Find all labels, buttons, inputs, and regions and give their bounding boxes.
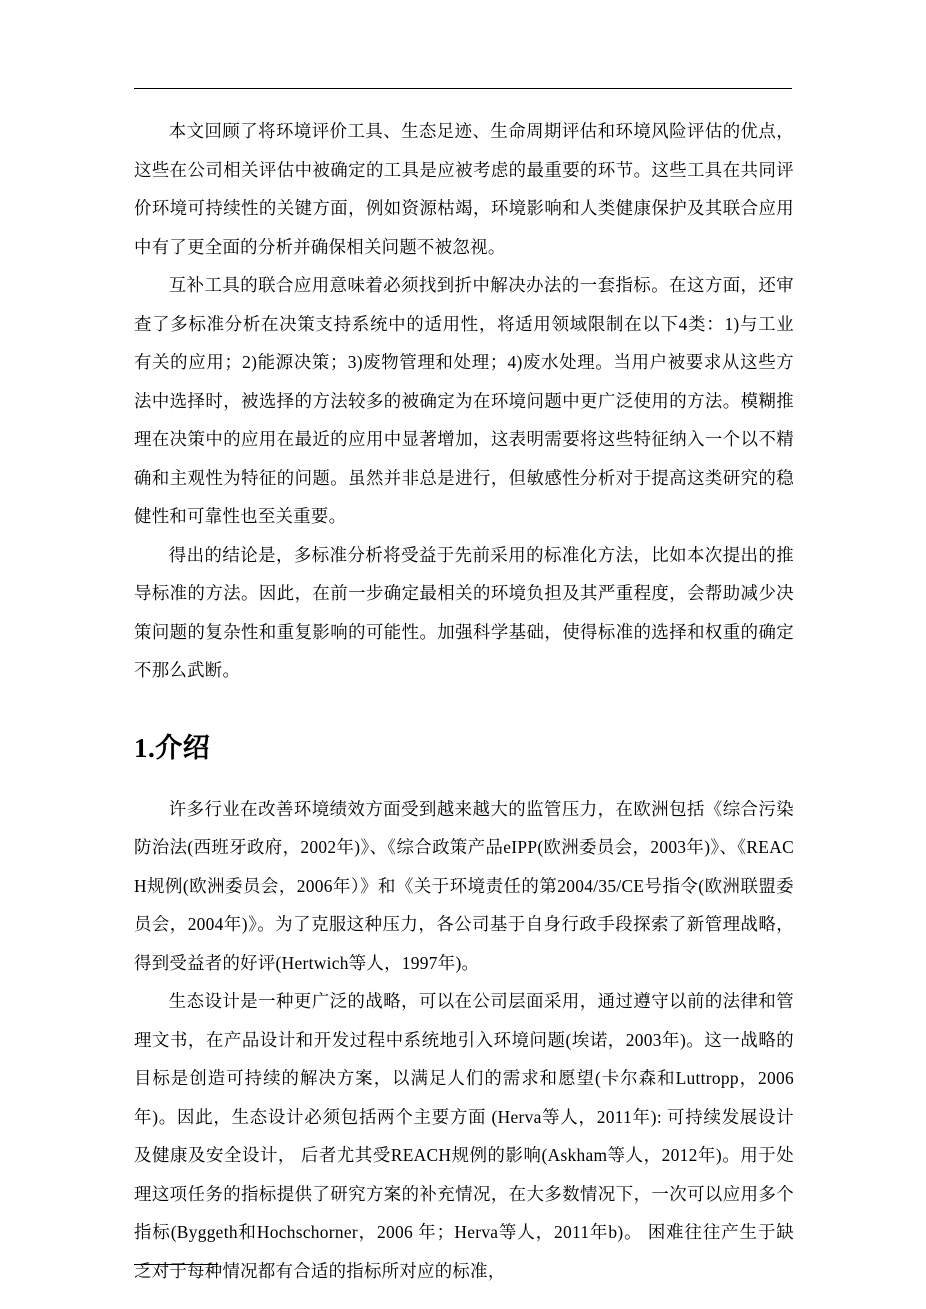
abstract-paragraph-3: 得出的结论是，多标准分析将受益于先前采用的标准化方法，比如本次提出的推导标准的方法。因此，在前一步确定最相关的环境负担及其严重程度，会帮助减少决策问题的复杂性和重复影响的可能性。加强科学基础，使得标准的选择和权重的确定不那么武断。 <box>134 544 794 680</box>
footnote-rule <box>134 1264 218 1265</box>
abstract-paragraph-2: 互补工具的联合应用意味着必须找到折中解决办法的一套指标。在这方面，还审查了多标准分析在决策支持系统中的适用性，将适用领域限制在以下4类：1)与工业有关的应用；2)能源决策；3)废物管理和处理；4)废水处理。当用户被要求从这些方法中选择时，被选择的方法较多的被确定为在环境问题中更广泛使用的方法。模糊推理在决策中的应用在最近的应用中显著增加，这表明需要将这些特征纳入一个以不精确和主观性为特征的问题。虽然并非总是进行，但敏感性分析对于提高这类研究的稳健性和可靠性也至关重要。 <box>134 275 794 526</box>
section-heading-introduction: 1.介绍 <box>134 732 211 763</box>
document-content <box>134 112 794 1290</box>
header-rule <box>134 88 792 89</box>
intro-paragraph-2: 生态设计是一种更广泛的战略，可以在公司层面采用，通过遵守以前的法律和管理文书，在产品设计和开发过程中系统地引入环境问题(埃诺，2003年)。这一战略的目标是创造可持续的解决方案，以满足人们的需求和愿望(卡尔森和Luttropp，2006年)。因此，生态设计必须包括两个主要方面 (Herva等人，2011年): 可持续发展设计及健康及安全设计， 后者尤其受REACH规例的影响(Askham等人，2012年)。用于处理这项任务的指标提供了研究方案的补充情况，在大多数情况下，一次可以应用多个指标(Byggeth和Hochschorner，2006 年；Herva等人，2011年b)。 困难往往产生于缺乏对于每种情况都有合适的指标所对应的标准， <box>134 991 794 1281</box>
abstract-paragraph-1: 本文回顾了将环境评价工具、生态足迹、生命周期评估和环境风险评估的优点，这些在公司相关评估中被确定的工具是应被考虑的最重要的环节。这些工具在共同评价环境可持续性的关键方面，例如资源枯竭，环境影响和人类健康保护及其联合应用中有了更全面的分析并确保相关问题不被忽视。 <box>134 121 794 257</box>
intro-paragraph-1: 许多行业在改善环境绩效方面受到越来越大的监管压力，在欧洲包括《综合污染防治法(西班牙政府，2002年)》、《综合政策产品eIPP(欧洲委员会，2003年)》、《REACH规例(欧洲委员会，2006年）》和《关于环境责任的第2004/35/CE号指令(欧洲联盟委员会，2004年)》。为了克服这种压力，各公司基于自身行政手段探索了新管理战略，得到受益者的好评(Hertwich等人，1997年)。 <box>134 798 794 973</box>
